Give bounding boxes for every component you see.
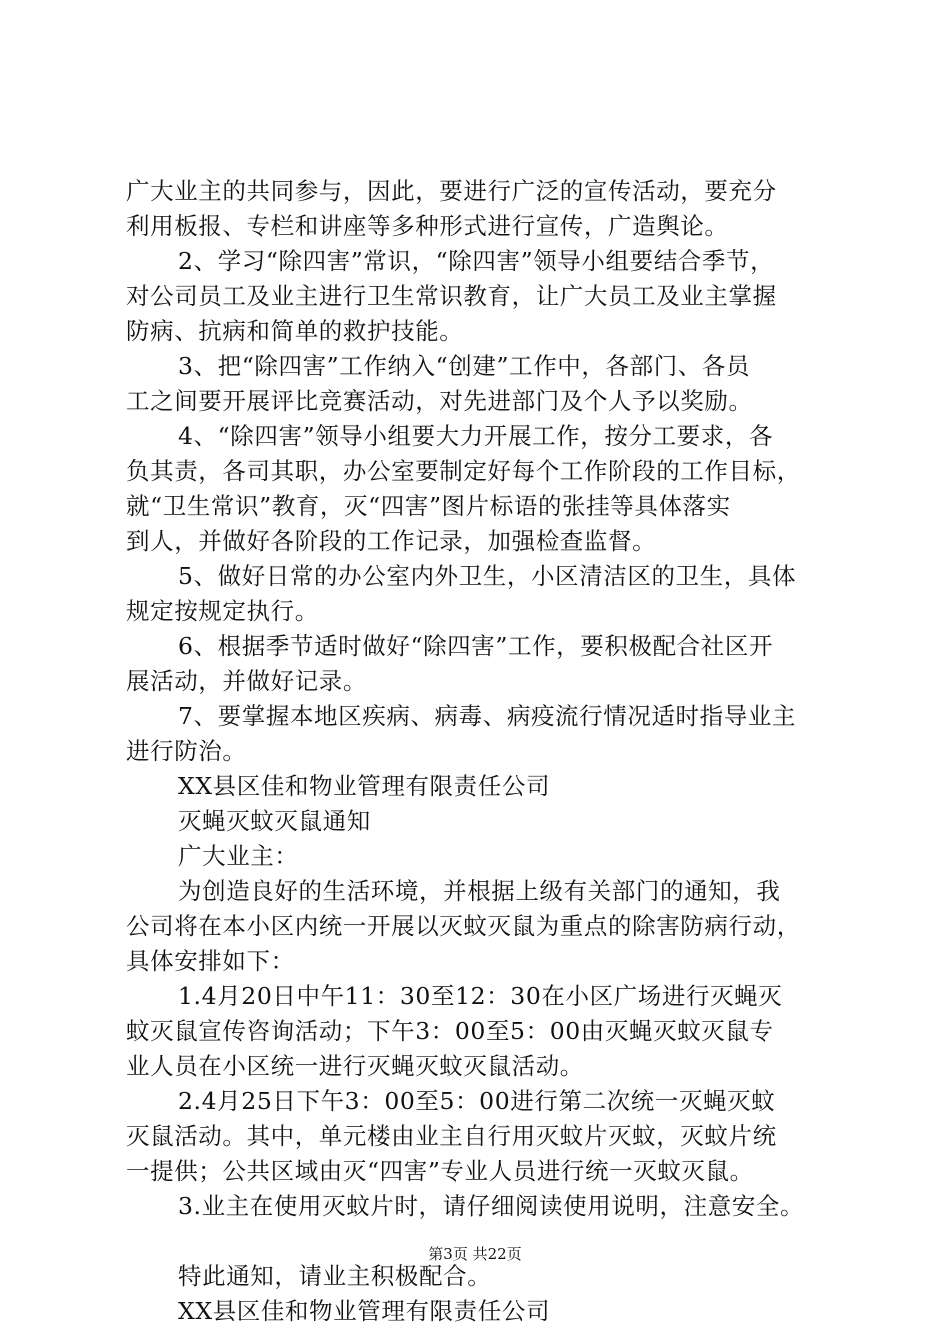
text-line: 2.4月25日下午3：00至5：00进行第二次统一灭蝇灭蚊 [178, 1087, 776, 1115]
text-line: 到人，并做好各阶段的工作记录，加强检查监督。 [126, 527, 657, 555]
text-line: 利用板报、专栏和讲座等多种形式进行宣传，广造舆论。 [126, 212, 729, 240]
text-line: 公司将在本小区内统一开展以灭蚊灭鼠为重点的除害防病行动， [126, 912, 801, 940]
text-line: 展活动，并做好记录。 [126, 667, 367, 695]
text-line: 蚊灭鼠宣传咨询活动；下午3：00至5：00由灭蝇灭蚊灭鼠专 [126, 1017, 774, 1045]
text-line: 1.4月20日中午11：30至12：30在小区广场进行灭蝇灭 [178, 982, 783, 1010]
text-line: 业人员在小区统一进行灭蝇灭蚊灭鼠活动。 [126, 1052, 584, 1080]
text-line: 7、要掌握本地区疾病、病毒、病疫流行情况适时指导业主 [178, 702, 797, 730]
text-line: 防病、抗病和简单的救护技能。 [126, 317, 464, 345]
text-line: 负其责，各司其职，办公室要制定好每个工作阶段的工作目标， [126, 457, 801, 485]
text-line: 2、学习“除四害”常识，“除四害”领导小组要结合季节， [178, 247, 775, 275]
text-line: 具体安排如下： [126, 947, 295, 975]
text-line: 3、把“除四害”工作纳入“创建”工作中，各部门、各员 [178, 352, 751, 380]
text-line: 特此通知，请业主积极配合。 [178, 1262, 492, 1290]
text-line: 5、做好日常的办公室内外卫生，小区清洁区的卫生，具体 [178, 562, 797, 590]
text-line: 6、根据季节适时做好“除四害”工作，要积极配合社区开 [178, 632, 774, 660]
text-line: XX县区佳和物业管理有限责任公司 [178, 1297, 551, 1325]
text-line: 灭鼠活动。其中，单元楼由业主自行用灭蚊片灭蚊，灭蚊片统 [126, 1122, 777, 1150]
text-line: 就“卫生常识”教育，灭“四害”图片标语的张挂等具体落实 [126, 492, 731, 520]
text-line: 3.业主在使用灭蚊片时，请仔细阅读使用说明，注意安全。 [178, 1192, 805, 1220]
text-line: 4、“除四害”领导小组要大力开展工作，按分工要求，各 [178, 422, 774, 450]
text-line: 工之间要开展评比竞赛活动，对先进部门及个人予以奖励。 [126, 387, 753, 415]
page-footer: 第3页 共22页 [428, 1245, 522, 1263]
text-line: 一提供；公共区域由灭“四害”专业人员进行统一灭蚊灭鼠。 [126, 1157, 754, 1185]
text-line: 进行防治。 [126, 737, 247, 765]
text-line: 广大业主的共同参与，因此，要进行广泛的宣传活动，要充分 [126, 177, 777, 205]
text-line: 对公司员工及业主进行卫生常识教育，让广大员工及业主掌握 [126, 282, 777, 310]
text-line: 灭蝇灭蚊灭鼠通知 [178, 807, 371, 835]
document-body [126, 174, 836, 1329]
text-line: 为创造良好的生活环境，并根据上级有关部门的通知，我 [178, 877, 781, 905]
text-line: 广大业主： [178, 842, 299, 870]
text-line: XX县区佳和物业管理有限责任公司 [178, 772, 551, 800]
text-line: 规定按规定执行。 [126, 597, 319, 625]
